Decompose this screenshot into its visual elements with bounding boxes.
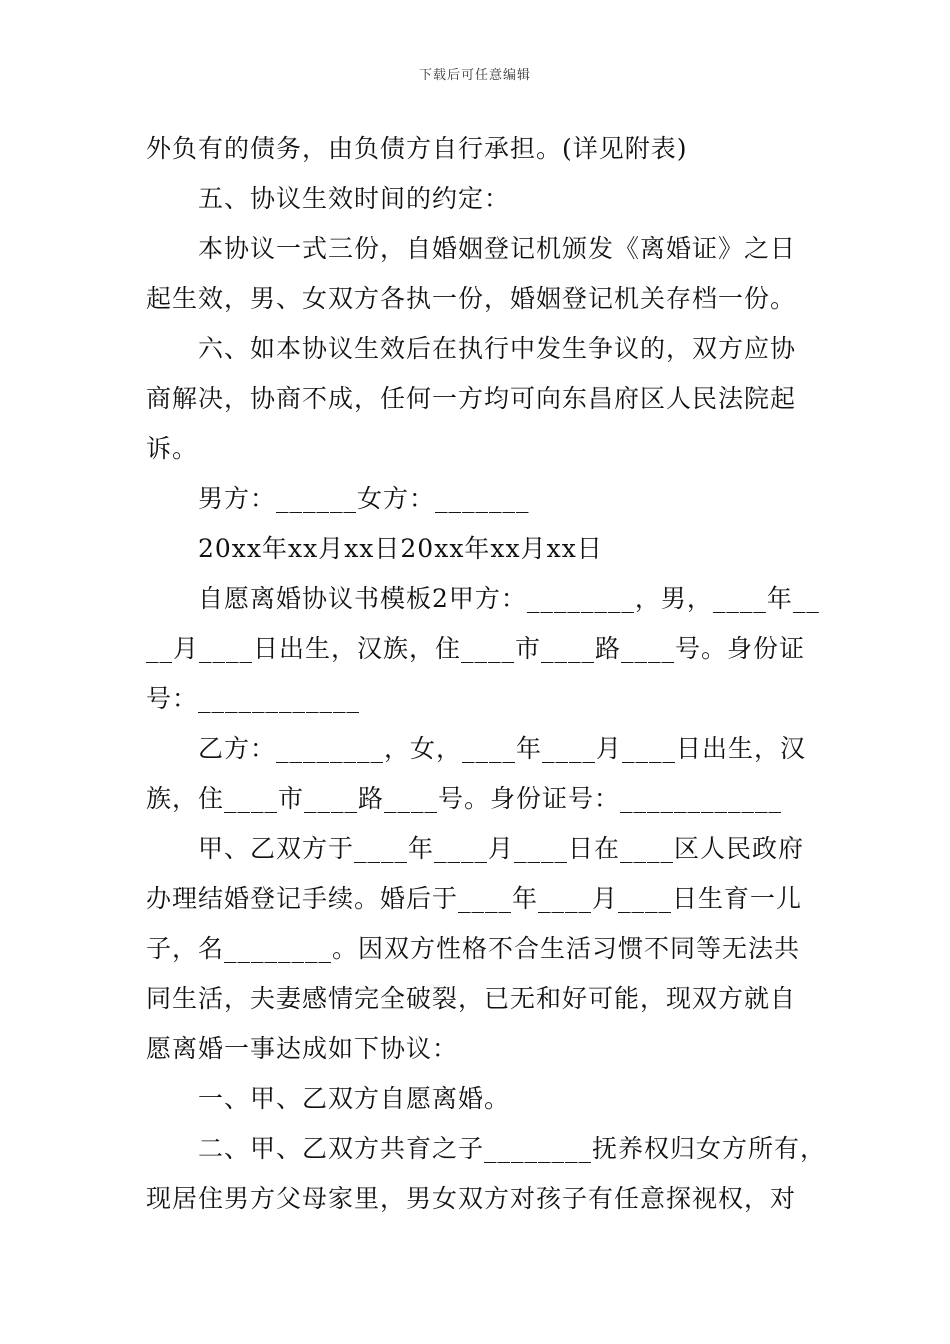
text-line: 20xx年xx月xx日20xx年xx月xx日 — [198, 534, 603, 563]
document-body — [146, 124, 826, 1224]
text-line: 六、如本协议生效后在执行中发生争议的，双方应协 — [198, 334, 797, 363]
text-line: 同生活，夫妻感情完全破裂，已无和好可能，现双方就自 — [146, 984, 797, 1013]
text-line: 甲、乙双方于____年____月____日在____区人民政府 — [198, 834, 805, 863]
text-line: 五、协议生效时间的约定： — [198, 184, 511, 213]
page-header: 下载后可任意编辑 — [418, 68, 531, 83]
text-line: 外负有的债务，由负债方自行承担。(详见附表) — [146, 134, 688, 163]
text-line: 办理结婚登记手续。婚后于____年____月____日生育一儿 — [146, 884, 803, 913]
text-line: 男方：______女方：_______ — [198, 484, 530, 513]
text-line: 自愿离婚协议书模板2甲方：________，男，____年__ — [198, 584, 820, 613]
text-line: 族，住____市____路____号。身份证号：____________ — [146, 784, 783, 813]
text-line: 愿离婚一事达成如下协议： — [146, 1034, 459, 1063]
text-line: 乙方：________，女，____年____月____日出生，汉 — [198, 734, 807, 763]
text-line: 号：____________ — [146, 684, 361, 713]
text-line: __月____日出生，汉族，住____市____路____号。身份证 — [146, 634, 806, 663]
text-line: 现居住男方父母家里，男女双方对孩子有任意探视权，对 — [146, 1184, 797, 1213]
text-line: 子，名________。因双方性格不合生活习惯不同等无法共 — [146, 934, 801, 963]
text-line: 诉。 — [146, 434, 199, 463]
text-line: 起生效，男、女双方各执一份，婚姻登记机关存档一份。 — [146, 284, 797, 313]
text-line: 商解决，协商不成，任何一方均可向东昌府区人民法院起 — [146, 384, 797, 413]
text-line: 二、甲、乙双方共育之子________抚养权归女方所有， — [198, 1134, 827, 1163]
text-line: 一、甲、乙双方自愿离婚。 — [198, 1084, 511, 1113]
text-line: 本协议一式三份，自婚姻登记机颁发《离婚证》之日 — [198, 234, 797, 263]
